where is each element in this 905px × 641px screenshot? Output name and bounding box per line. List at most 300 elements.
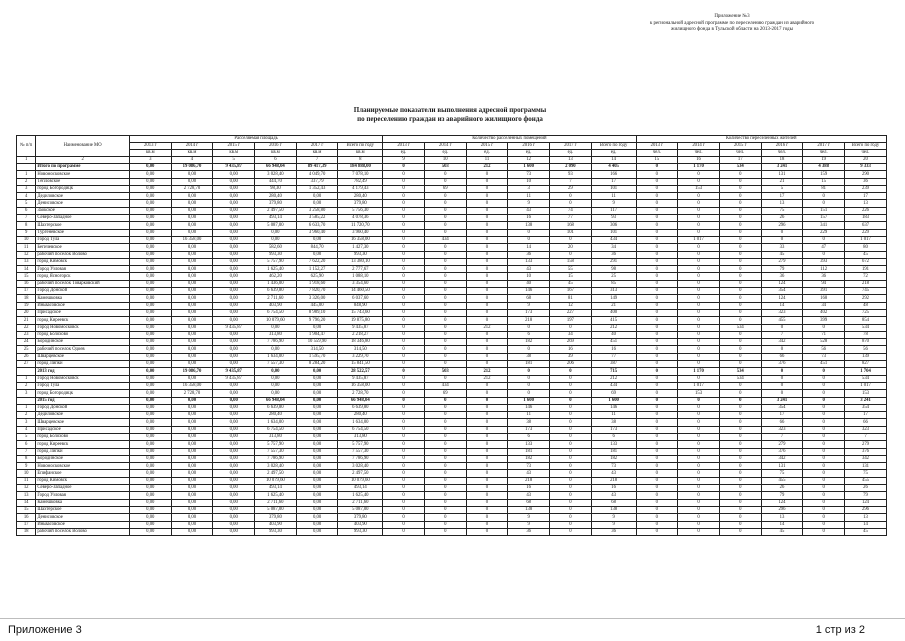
value-cell: 0 bbox=[678, 463, 720, 470]
header-unit: ед. bbox=[466, 150, 508, 157]
value-cell: 0,00 bbox=[129, 164, 171, 171]
header-unit: чел. bbox=[636, 150, 678, 157]
row-number: 17 bbox=[17, 288, 36, 295]
value-cell: 9 bbox=[508, 302, 550, 309]
total-row bbox=[17, 397, 887, 404]
value-cell: 9 435,87 bbox=[213, 164, 255, 171]
value-cell: 13 bbox=[761, 514, 803, 521]
value-cell: 218 bbox=[845, 280, 887, 287]
value-cell: 323 bbox=[845, 426, 887, 433]
value-cell: 7 786,90 bbox=[255, 455, 297, 462]
value-cell: 0 bbox=[678, 455, 720, 462]
value-cell: 0,00 bbox=[213, 470, 255, 477]
value-cell: 0,00 bbox=[171, 229, 213, 236]
value-cell: 444,70 bbox=[255, 178, 297, 185]
table-row bbox=[17, 514, 887, 521]
value-cell: 403,90 bbox=[255, 302, 297, 309]
value-cell: 0 bbox=[424, 470, 466, 477]
value-cell: 0 bbox=[424, 426, 466, 433]
value-cell: 14 bbox=[845, 521, 887, 528]
value-cell: 0 bbox=[678, 521, 720, 528]
value-cell: 8 989,10 bbox=[296, 309, 338, 316]
value-cell: 0,00 bbox=[213, 331, 255, 338]
value-cell: 0 bbox=[678, 485, 720, 492]
value-cell: 183 bbox=[845, 215, 887, 222]
value-cell: 0 bbox=[719, 251, 761, 258]
value-cell: 6 639,80 bbox=[338, 404, 383, 411]
total-row bbox=[17, 368, 887, 375]
header-year: 2015 г bbox=[719, 143, 761, 150]
value-cell: 296 bbox=[845, 506, 887, 513]
value-cell: 0 bbox=[424, 331, 466, 338]
value-cell: 13 380,10 bbox=[338, 258, 383, 265]
value-cell: 0 bbox=[550, 375, 592, 382]
value-cell: 0 bbox=[424, 280, 466, 287]
value-cell: 0,00 bbox=[296, 375, 338, 382]
value-cell: 0 bbox=[636, 455, 678, 462]
municipality-name: Город Тула bbox=[36, 236, 130, 243]
value-cell: 2 728,70 bbox=[171, 185, 213, 192]
value-cell: 0 bbox=[466, 419, 508, 426]
value-cell: 138 bbox=[508, 506, 550, 513]
value-cell: 0,00 bbox=[255, 375, 297, 382]
value-cell: 0,00 bbox=[171, 448, 213, 455]
value-cell: 7 bbox=[550, 178, 592, 185]
value-cell: 0 bbox=[383, 404, 425, 411]
value-cell: 0 bbox=[466, 193, 508, 200]
municipality-name: рабочий поселок Одоев bbox=[36, 346, 130, 353]
value-cell: 40 bbox=[591, 331, 636, 338]
row-number: 22 bbox=[17, 324, 36, 331]
value-cell: 0 bbox=[719, 346, 761, 353]
value-cell: 4 388 bbox=[803, 164, 845, 171]
table-row bbox=[17, 353, 887, 360]
value-cell: 21 bbox=[591, 302, 636, 309]
value-cell: 16 bbox=[550, 346, 592, 353]
value-cell: 6 bbox=[508, 331, 550, 338]
value-cell: 15 bbox=[803, 178, 845, 185]
value-cell: 0 bbox=[424, 492, 466, 499]
value-cell: 3 258,80 bbox=[296, 207, 338, 214]
value-cell: 534 bbox=[845, 375, 887, 382]
value-cell: 323 bbox=[761, 426, 803, 433]
value-cell: 848,90 bbox=[338, 302, 383, 309]
value-cell: 73 bbox=[508, 463, 550, 470]
column-number: 11 bbox=[466, 157, 508, 164]
table-row bbox=[17, 302, 887, 309]
value-cell: 0,00 bbox=[129, 273, 171, 280]
value-cell: 0 bbox=[466, 244, 508, 251]
value-cell: 993,30 bbox=[338, 528, 383, 535]
value-cell: 637 bbox=[845, 222, 887, 229]
value-cell: 0 bbox=[424, 288, 466, 295]
value-cell: 45 bbox=[845, 251, 887, 258]
value-cell: 16 bbox=[591, 346, 636, 353]
value-cell: 227 bbox=[550, 309, 592, 316]
value-cell: 2 711,60 bbox=[255, 499, 297, 506]
value-cell: 341 bbox=[803, 222, 845, 229]
value-cell: 503 bbox=[424, 164, 466, 171]
value-cell: 0 bbox=[803, 426, 845, 433]
value-cell: 1 634,00 bbox=[338, 419, 383, 426]
value-cell: 0 bbox=[678, 375, 720, 382]
value-cell: 0 bbox=[803, 448, 845, 455]
value-cell: 3 028,40 bbox=[255, 463, 297, 470]
value-cell: 534 bbox=[845, 324, 887, 331]
value-cell: 66 948,04 bbox=[255, 164, 297, 171]
municipality-name: город Болохово bbox=[36, 433, 130, 440]
value-cell: 0 bbox=[550, 499, 592, 506]
value-cell: 0 bbox=[383, 331, 425, 338]
value-cell: 0 bbox=[550, 463, 592, 470]
row-number: 18 bbox=[17, 295, 36, 302]
value-cell: 19 875,80 bbox=[338, 317, 383, 324]
value-cell: 0 bbox=[719, 317, 761, 324]
value-cell: 0,00 bbox=[129, 455, 171, 462]
value-cell: 226 bbox=[845, 207, 887, 214]
value-cell: 1 625,40 bbox=[338, 492, 383, 499]
value-cell: 6 754,50 bbox=[338, 426, 383, 433]
value-cell: 0 bbox=[466, 215, 508, 222]
table-row bbox=[17, 404, 887, 411]
value-cell: 0,00 bbox=[129, 309, 171, 316]
value-cell: 85 bbox=[591, 280, 636, 287]
row-number: 3 bbox=[17, 185, 36, 192]
value-cell: 534 bbox=[719, 368, 761, 375]
municipality-name: город Киреевск bbox=[36, 317, 130, 324]
value-cell: 290 bbox=[845, 171, 887, 178]
value-cell: 0,00 bbox=[129, 492, 171, 499]
municipality-name: Денисовское bbox=[36, 514, 130, 521]
row-number: 8 bbox=[17, 455, 36, 462]
value-cell: 280,40 bbox=[255, 193, 297, 200]
value-cell: 0,00 bbox=[171, 309, 213, 316]
value-cell: 0,00 bbox=[171, 324, 213, 331]
value-cell: 14 bbox=[508, 244, 550, 251]
value-cell: 0,00 bbox=[129, 390, 171, 397]
header-unit: кв.м bbox=[338, 150, 383, 157]
value-cell: 0,00 bbox=[129, 200, 171, 207]
value-cell: 36 bbox=[508, 528, 550, 535]
value-cell: 0 bbox=[636, 375, 678, 382]
value-cell: 78 bbox=[845, 331, 887, 338]
value-cell: 0,00 bbox=[213, 178, 255, 185]
value-cell: 0 bbox=[803, 251, 845, 258]
value-cell: 159 bbox=[803, 171, 845, 178]
value-cell: 0 bbox=[424, 404, 466, 411]
value-cell: 503 bbox=[424, 368, 466, 375]
value-cell: 0 bbox=[550, 193, 592, 200]
value-cell: 0 bbox=[636, 339, 678, 346]
row-number: 1 bbox=[17, 171, 36, 178]
value-cell: 0 bbox=[803, 455, 845, 462]
value-cell: 17 bbox=[845, 193, 887, 200]
value-cell: 0,00 bbox=[129, 324, 171, 331]
value-cell: 0 bbox=[678, 171, 720, 178]
header-num: № п/п bbox=[17, 136, 36, 157]
value-cell: 0,00 bbox=[213, 339, 255, 346]
value-cell: 56 bbox=[845, 346, 887, 353]
row-number: 5 bbox=[17, 200, 36, 207]
header-group-area: Расселяемая площадь bbox=[129, 136, 382, 143]
value-cell: 138 bbox=[508, 222, 550, 229]
value-cell: 0 bbox=[466, 506, 508, 513]
header-year: Всего по году bbox=[845, 143, 887, 150]
municipality-name: Итого по программе bbox=[36, 164, 130, 171]
value-cell: 3 028,40 bbox=[338, 463, 383, 470]
value-cell: 43 bbox=[508, 470, 550, 477]
value-cell: 218 bbox=[508, 317, 550, 324]
value-cell: 1 017 bbox=[845, 236, 887, 243]
table-row bbox=[17, 244, 887, 251]
value-cell: 0,00 bbox=[171, 412, 213, 419]
value-cell: 0,00 bbox=[296, 368, 338, 375]
value-cell: 151 bbox=[803, 207, 845, 214]
value-cell: 582,60 bbox=[255, 244, 297, 251]
value-cell: 0,00 bbox=[171, 477, 213, 484]
table-row bbox=[17, 499, 887, 506]
value-cell: 1 436,00 bbox=[255, 280, 297, 287]
value-cell: 0 bbox=[383, 309, 425, 316]
value-cell: 1 017 bbox=[678, 236, 720, 243]
value-cell: 0 bbox=[466, 499, 508, 506]
value-cell: 36 bbox=[508, 251, 550, 258]
value-cell: 0,00 bbox=[129, 382, 171, 389]
value-cell: 0 bbox=[636, 506, 678, 513]
value-cell: 280,40 bbox=[338, 412, 383, 419]
value-cell: 0 bbox=[803, 236, 845, 243]
value-cell: 173 bbox=[508, 309, 550, 316]
table-row bbox=[17, 477, 887, 484]
value-cell: 167 bbox=[550, 288, 592, 295]
value-cell: 0,00 bbox=[296, 433, 338, 440]
column-number: 8 bbox=[338, 157, 383, 164]
value-cell: 17 bbox=[761, 412, 803, 419]
value-cell: 0 bbox=[466, 477, 508, 484]
value-cell: 376 bbox=[845, 448, 887, 455]
value-cell: 212 bbox=[466, 368, 508, 375]
value-cell: 0 bbox=[383, 368, 425, 375]
value-cell: 55 bbox=[550, 266, 592, 273]
value-cell: 0 bbox=[466, 295, 508, 302]
value-cell: 36 bbox=[845, 178, 887, 185]
value-cell: 0,00 bbox=[213, 426, 255, 433]
value-cell: 625,90 bbox=[296, 273, 338, 280]
value-cell: 0 bbox=[636, 324, 678, 331]
value-cell: 0 bbox=[466, 207, 508, 214]
value-cell: 0 bbox=[678, 244, 720, 251]
header-year: 2013 г bbox=[129, 143, 171, 150]
value-cell: 0,00 bbox=[129, 506, 171, 513]
value-cell: 0 bbox=[719, 353, 761, 360]
value-cell: 11 bbox=[508, 193, 550, 200]
value-cell: 3 241 bbox=[761, 397, 803, 404]
value-cell: 0 bbox=[678, 251, 720, 258]
value-cell: 212 bbox=[466, 375, 508, 382]
value-cell: 133 bbox=[508, 441, 550, 448]
value-cell: 0,00 bbox=[213, 521, 255, 528]
municipality-name: город Богородицк bbox=[36, 185, 130, 192]
value-cell: 0,00 bbox=[129, 317, 171, 324]
value-cell: 434 bbox=[591, 382, 636, 389]
value-cell: 0 bbox=[803, 375, 845, 382]
value-cell: 0,00 bbox=[213, 244, 255, 251]
row-number: 1 bbox=[17, 375, 36, 382]
header-year: 2016 г bbox=[508, 143, 550, 150]
value-cell: 69 bbox=[424, 390, 466, 397]
value-cell: 45 bbox=[845, 528, 887, 535]
value-cell: 56 bbox=[803, 346, 845, 353]
value-cell: 0,00 bbox=[213, 433, 255, 440]
value-cell: 0 bbox=[719, 273, 761, 280]
value-cell: 534 bbox=[719, 324, 761, 331]
value-cell: 7 786,90 bbox=[255, 339, 297, 346]
value-cell: 0 bbox=[466, 339, 508, 346]
value-cell: 0 bbox=[719, 448, 761, 455]
value-cell: 0 bbox=[678, 288, 720, 295]
table-row bbox=[17, 207, 887, 214]
row-number bbox=[17, 397, 36, 404]
value-cell: 0,00 bbox=[129, 361, 171, 368]
value-cell: 0 bbox=[383, 521, 425, 528]
value-cell: 0,00 bbox=[129, 353, 171, 360]
value-cell: 9 796,20 bbox=[296, 317, 338, 324]
value-cell: 101 bbox=[591, 229, 636, 236]
value-cell: 0,00 bbox=[213, 419, 255, 426]
value-cell: 0,00 bbox=[296, 419, 338, 426]
value-cell: 0 bbox=[383, 193, 425, 200]
value-cell: 0,00 bbox=[171, 178, 213, 185]
value-cell: 11 720,70 bbox=[338, 222, 383, 229]
value-cell: 2 711,60 bbox=[255, 295, 297, 302]
value-cell: 0,00 bbox=[296, 485, 338, 492]
table-row bbox=[17, 171, 887, 178]
value-cell: 0 bbox=[383, 477, 425, 484]
value-cell: 6 754,50 bbox=[255, 426, 297, 433]
value-cell: 77 bbox=[550, 215, 592, 222]
table-row bbox=[17, 433, 887, 440]
value-cell: 28 522,57 bbox=[338, 368, 383, 375]
value-cell: 0,00 bbox=[296, 426, 338, 433]
value-cell: 0,00 bbox=[213, 353, 255, 360]
row-number: 12 bbox=[17, 485, 36, 492]
appendix-line: жилищного фонда в Тульской области на 2013-2017 годы bbox=[671, 27, 793, 32]
value-cell: 0 bbox=[508, 382, 550, 389]
header-unit: ед. bbox=[591, 150, 636, 157]
value-cell: 2 497,50 bbox=[338, 470, 383, 477]
value-cell: 0,00 bbox=[171, 433, 213, 440]
value-cell: 0 bbox=[383, 433, 425, 440]
value-cell: 0 bbox=[803, 477, 845, 484]
municipality-name: Иньвасовское bbox=[36, 521, 130, 528]
value-cell: 2 090 bbox=[550, 164, 592, 171]
value-cell: 212 bbox=[591, 375, 636, 382]
value-cell: 0 bbox=[678, 280, 720, 287]
value-cell: 0,00 bbox=[171, 280, 213, 287]
value-cell: 34 bbox=[803, 302, 845, 309]
value-cell: 0 bbox=[636, 331, 678, 338]
value-cell: 0 bbox=[383, 244, 425, 251]
header-year: 2017 г bbox=[296, 143, 338, 150]
value-cell: 1 918,60 bbox=[296, 280, 338, 287]
value-cell: 0 bbox=[383, 258, 425, 265]
table-row bbox=[17, 506, 887, 513]
value-cell: 17 bbox=[845, 412, 887, 419]
value-cell: 0 bbox=[719, 412, 761, 419]
value-cell: 0,00 bbox=[171, 463, 213, 470]
value-cell: 0 bbox=[678, 273, 720, 280]
value-cell: 124 bbox=[761, 499, 803, 506]
value-cell: 993,30 bbox=[338, 251, 383, 258]
value-cell: 0 bbox=[550, 382, 592, 389]
value-cell: 0,00 bbox=[171, 317, 213, 324]
row-number: 8 bbox=[17, 222, 36, 229]
value-cell: 0,00 bbox=[255, 382, 297, 389]
column-number: 5 bbox=[213, 157, 255, 164]
value-cell: 0 bbox=[424, 375, 466, 382]
value-cell: 0 bbox=[678, 426, 720, 433]
value-cell: 45 bbox=[761, 251, 803, 258]
value-cell: 0 bbox=[636, 215, 678, 222]
municipality-name: Город Донской bbox=[36, 404, 130, 411]
value-cell: 292 bbox=[845, 295, 887, 302]
value-cell: 0 bbox=[803, 390, 845, 397]
value-cell: 376 bbox=[761, 361, 803, 368]
value-cell: 10 079,60 bbox=[255, 317, 297, 324]
value-cell: 0,00 bbox=[296, 455, 338, 462]
value-cell: 36 bbox=[803, 273, 845, 280]
value-cell: 0,00 bbox=[129, 448, 171, 455]
value-cell: 12 bbox=[550, 302, 592, 309]
value-cell: 400 bbox=[591, 309, 636, 316]
value-cell: 0,00 bbox=[129, 339, 171, 346]
table-row bbox=[17, 251, 887, 258]
value-cell: 0 bbox=[636, 448, 678, 455]
value-cell: 0 bbox=[678, 506, 720, 513]
value-cell: 0 bbox=[719, 528, 761, 535]
value-cell: 149 bbox=[591, 295, 636, 302]
value-cell: 0 bbox=[383, 288, 425, 295]
value-cell: 0,00 bbox=[213, 207, 255, 214]
value-cell: 0 bbox=[678, 317, 720, 324]
value-cell: 0 bbox=[803, 419, 845, 426]
table-row bbox=[17, 222, 887, 229]
value-cell: 0,00 bbox=[129, 280, 171, 287]
header-unit: ед. bbox=[550, 150, 592, 157]
value-cell: 0,00 bbox=[255, 236, 297, 243]
value-cell: 0 bbox=[383, 390, 425, 397]
value-cell: 0 bbox=[383, 485, 425, 492]
row-number: 23 bbox=[17, 331, 36, 338]
value-cell: 0,00 bbox=[171, 339, 213, 346]
municipality-name: Тургеневское bbox=[36, 229, 130, 236]
value-cell: 296 bbox=[761, 222, 803, 229]
value-cell: 73 bbox=[508, 171, 550, 178]
value-cell: 0,00 bbox=[129, 215, 171, 222]
value-cell: 1 152,27 bbox=[296, 266, 338, 273]
value-cell: 0 bbox=[550, 448, 592, 455]
value-cell: 0 bbox=[719, 463, 761, 470]
row-number: 17 bbox=[17, 521, 36, 528]
value-cell: 131 bbox=[761, 171, 803, 178]
header-unit: кв.м bbox=[296, 150, 338, 157]
value-cell: 0,00 bbox=[296, 236, 338, 243]
row-number: 9 bbox=[17, 229, 36, 236]
value-cell: 0 bbox=[424, 419, 466, 426]
value-cell: 0,00 bbox=[213, 309, 255, 316]
row-number: 21 bbox=[17, 317, 36, 324]
value-cell: 0 bbox=[466, 521, 508, 528]
